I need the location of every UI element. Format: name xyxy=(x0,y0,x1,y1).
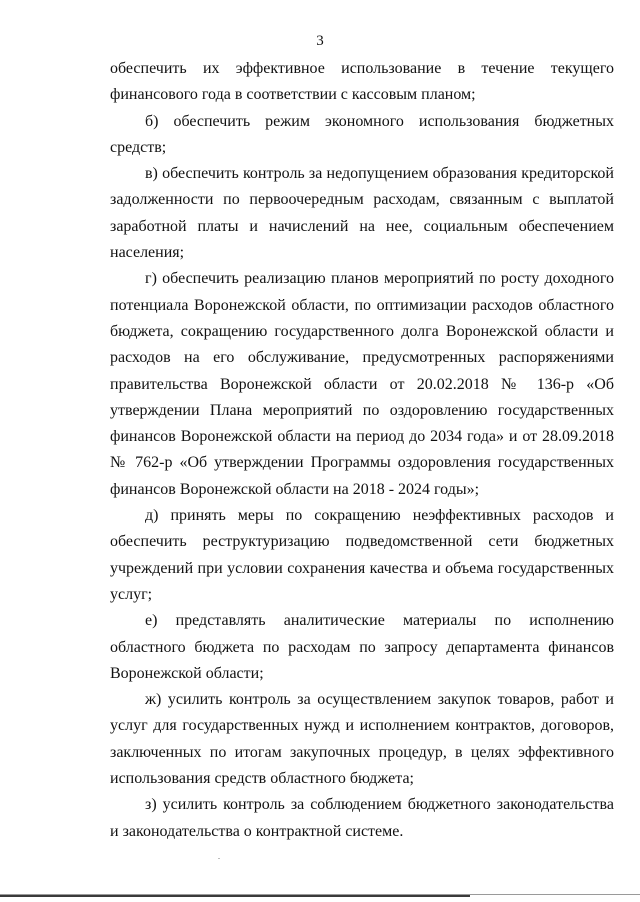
paragraph-item-g: г) обеспечить реализацию планов мероприятий по росту доходного потенциала Воронежской области, по оптимизации расходов областного бюджета, сокращению государственного долга Воронежской области и расходов на его обслуживание, предусмотренных распоряжениями правительства Воронежской области от 20.02.2018 № 136-р «Об утверждении Плана мероприятий по оздоровлению государственных финансов Воронежской области на период до 2034 года» и от 28.09.2018 № 762-р «Об утверждении Программы оздоровления государственных финансов Воронежской области на 2018 - 2024 годы»; xyxy=(110,270,614,498)
paragraph-continuation: обеспечить их эффективное использование в течение текущего финансового года в соответствии с кассовым планом; xyxy=(110,60,614,104)
paragraph-item-e: е) представлять аналитические материалы по исполнению областного бюджета по расходам по запросу департамента финансов Воронежской области; xyxy=(110,612,614,682)
bottom-scan-edge-dark xyxy=(0,895,470,897)
paragraph-item-b: б) обеспечить режим экономного использования бюджетных средств; xyxy=(110,112,614,156)
paragraph-item-v: в) обеспечить контроль за недопущением образования кредиторской задолженности по первоочередным расходам, связанным с выплатой заработной платы и начислений на нее, социальным обеспечением населения; xyxy=(110,165,614,262)
paragraph-item-zh: ж) усилить контроль за осуществлением закупок товаров, работ и услуг для государственных нужд и исполнением контрактов, договоров, заключенных по итогам закупочных процедур, в целях эффективного использования средств областного бюджета; xyxy=(110,691,614,788)
scan-speck xyxy=(218,858,220,859)
document-body xyxy=(110,56,614,845)
paragraph-item-d: д) принять меры по сокращению неэффективных расходов и обеспечить реструктуризацию подведомственной сети бюджетных учреждений при условии сохранения качества и объема государственных услуг; xyxy=(110,507,614,603)
page-number: 3 xyxy=(316,33,324,49)
paragraph-item-z: з) усилить контроль за соблюдением бюджетного законодательства и законодательства о контрактной системе. xyxy=(110,796,614,840)
